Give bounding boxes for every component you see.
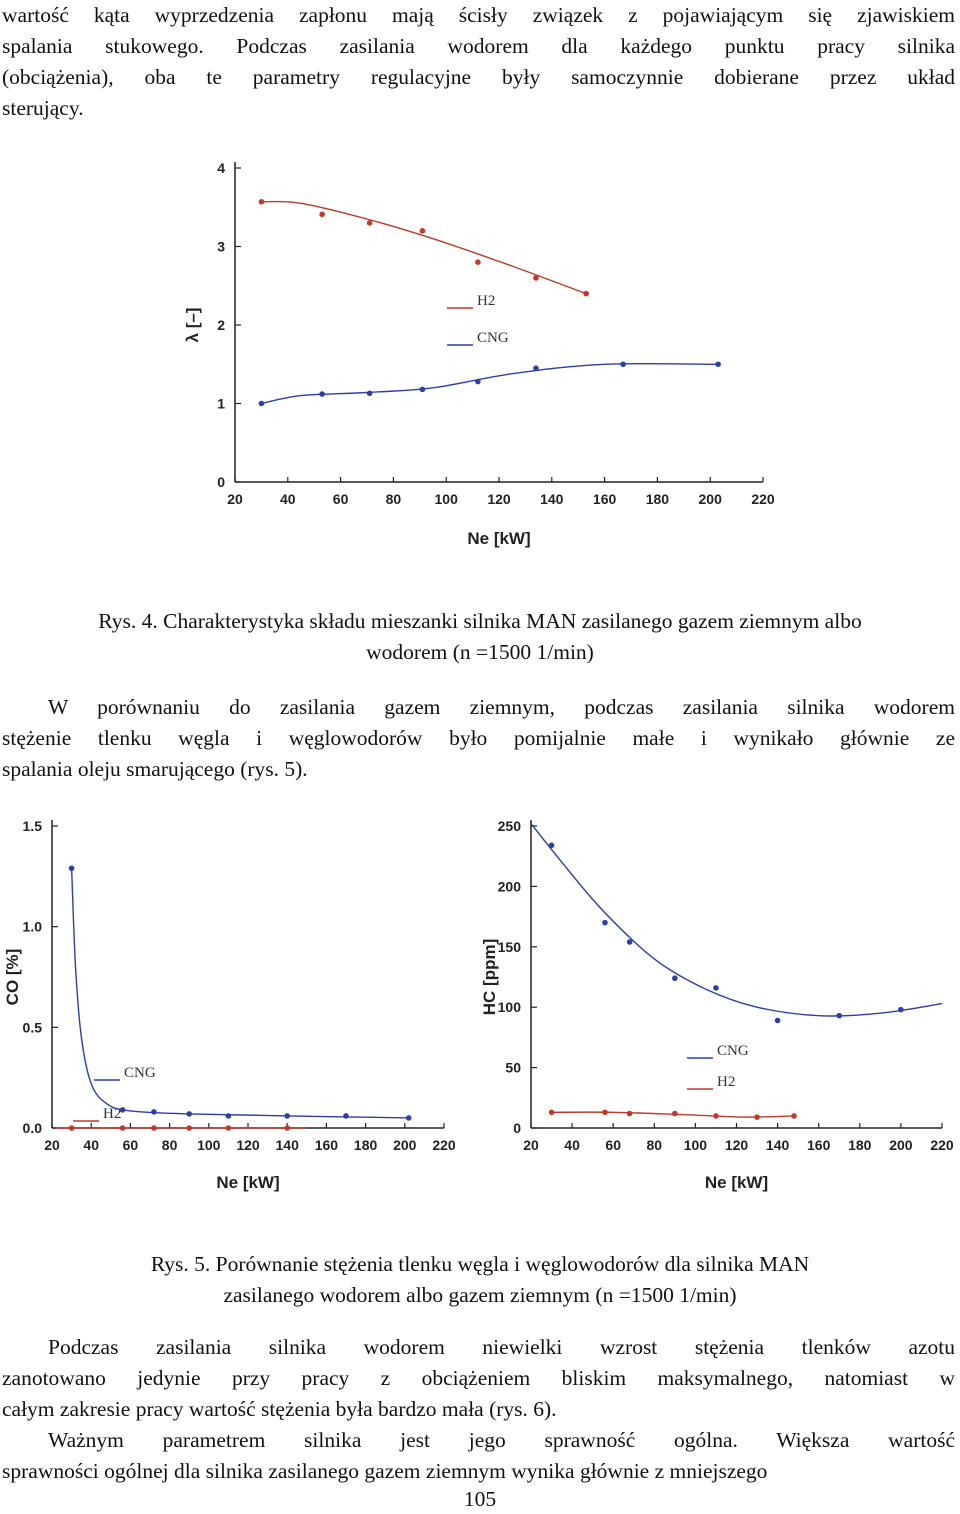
lambda-chart [170,150,790,560]
x-tick-label: 200 [698,491,722,507]
text-line: Ważnym parametrem silnika jest jego sprawność ogólna. Większa wartość [48,1428,955,1452]
y-tick-label: 0.0 [22,1120,42,1136]
data-point-h2 [627,1111,633,1117]
data-point-cng [775,1018,781,1024]
data-point-cng [420,387,426,393]
text-line: zanotowano jedynie przy pracy z obciążeniem bliskim maksymalnego, natomiast w [2,1366,955,1390]
data-point-cng [715,361,721,367]
data-point-cng [259,401,265,407]
y-tick-label: 2 [217,317,225,333]
intro-paragraph [2,0,955,124]
text-line: W porównaniu do zasilania gazem ziemnym, podczas zasilania silnika wodorem [48,695,955,719]
data-point-h2 [420,228,426,234]
data-point-cng [69,865,75,871]
series-line-cng [261,364,718,404]
data-point-h2 [549,1109,555,1115]
x-tick-label: 220 [751,491,775,507]
y-tick-label: 3 [217,238,225,255]
x-tick-label: 220 [930,1137,954,1153]
data-point-cng [475,379,481,385]
data-point-cng [367,390,373,396]
y-tick-label: 1.0 [22,918,42,935]
text-line: sprawności ogólnej dla silnika zasilanego gazem ziemnym wynika głównie z mniejszego [2,1459,768,1483]
legend-label-cng: CNG [717,1043,749,1059]
data-point-cng [620,361,626,367]
data-point-cng [602,920,608,926]
data-point-h2 [259,199,265,205]
y-tick-label: 100 [497,999,521,1016]
series-line-cng [531,824,942,1016]
x-tick-label: 120 [487,491,511,507]
caption-line: Rys. 5. Porównanie stężenia tlenku węgla i węglowodorów dla silnika MAN [150,1252,810,1276]
caption-line: zasilanego wodorem albo gazem ziemnym (n =1500 1/min) [223,1283,737,1307]
x-tick-label: 100 [197,1137,221,1153]
x-tick-label: 140 [275,1137,299,1153]
x-tick-label: 80 [385,491,402,507]
data-point-h2 [672,1111,678,1117]
y-tick-label: 200 [497,878,521,895]
x-tick-label: 160 [807,1137,831,1153]
x-tick-label: 40 [280,491,296,507]
y-tick-label: 0 [513,1120,521,1136]
x-tick-label: 140 [540,491,564,507]
data-point-cng [151,1109,157,1115]
data-point-cng [713,985,719,991]
x-tick-label: 180 [645,491,670,507]
caption-line: Rys. 4. Charakterystyka składu mieszanki silnika MAN zasilanego gazem ziemnym albo [98,609,862,633]
data-point-h2 [367,220,373,226]
y-tick-label: 250 [497,818,521,834]
x-tick-label: 200 [889,1137,913,1153]
x-tick-label: 20 [227,491,243,507]
data-point-h2 [186,1125,192,1131]
x-tick-label: 100 [683,1137,708,1153]
x-tick-label: 120 [724,1137,749,1153]
x-tick-label: 100 [434,491,458,507]
page-number: 105 [463,1487,497,1511]
legend-label-h2: H2 [103,1106,122,1122]
legend-label-cng: CNG [477,330,509,346]
text-line: wartość kąta wyprzedzenia zapłonu mają ścisły związek z pojawiającym się zjawiskiem [2,3,955,27]
x-tick-label: 200 [393,1137,417,1153]
hc-chart [475,810,955,1205]
x-tick-label: 20 [44,1137,60,1153]
text-line: Podczas zasilania silnika wodorem niewielki wzrost stężenia tlenków azotu [48,1335,955,1359]
data-point-h2 [226,1125,232,1131]
x-tick-label: 180 [848,1137,872,1153]
legend-label-h2: H2 [717,1074,736,1090]
y-tick-label: 1 [217,395,225,412]
text-line: spalania stukowego. Podczas zasilania wodorem dla każdego punktu pracy silnika [2,34,955,58]
y-tick-label: 150 [497,938,521,955]
y-axis-label: λ [–] [183,307,202,343]
data-point-cng [672,975,678,981]
data-point-cng [533,365,539,371]
text-line: całym zakresie pracy wartość stężenia była bardzo mała (rys. 6). [2,1397,557,1421]
x-tick-label: 40 [83,1137,99,1153]
co-chart [0,810,465,1205]
x-axis-label: Ne [kW] [704,1173,769,1192]
data-point-cng [343,1113,349,1119]
y-axis-label: HC [ppm] [480,938,499,1016]
text-line: sterujący. [2,96,84,120]
x-axis-label: Ne [kW] [467,529,531,548]
x-tick-label: 60 [122,1137,139,1153]
data-point-cng [186,1111,192,1117]
data-point-h2 [120,1125,126,1131]
data-point-cng [627,939,633,945]
paragraph-3 [2,1332,955,1487]
text-line: stężenie tlenku węgla i węglowodorów było pomijalnie małe i wynikało głównie ze [2,726,955,750]
x-tick-label: 80 [161,1137,178,1153]
x-tick-label: 120 [236,1137,260,1153]
data-point-h2 [69,1125,75,1131]
y-axis-label: CO [%] [3,948,22,1006]
data-point-cng [549,843,555,849]
y-tick-label: 0.5 [22,1019,42,1036]
x-axis-label: Ne [kW] [216,1173,280,1192]
data-point-h2 [791,1113,797,1119]
data-point-h2 [583,291,589,297]
paragraph-2 [2,692,955,785]
data-point-h2 [151,1125,157,1131]
x-tick-label: 160 [314,1137,339,1153]
x-tick-label: 60 [332,491,349,507]
data-point-cng [836,1013,842,1019]
data-point-h2 [284,1125,290,1131]
data-point-h2 [713,1113,719,1119]
data-point-h2 [475,259,481,265]
x-tick-label: 220 [432,1137,456,1153]
data-point-cng [226,1113,232,1119]
data-point-cng [898,1007,904,1013]
data-point-h2 [319,212,325,218]
data-point-h2 [754,1114,760,1120]
y-tick-label: 1.5 [22,818,42,834]
figure-4-caption [0,606,960,668]
series-line-cng [72,868,409,1118]
data-point-cng [319,391,325,397]
x-tick-label: 180 [353,1137,378,1153]
x-tick-label: 160 [592,491,617,507]
legend-label-cng: CNG [124,1065,156,1081]
text-line: spalania oleju smarującego (rys. 5). [2,757,308,781]
data-point-cng [284,1113,290,1119]
x-tick-label: 20 [523,1137,539,1153]
y-tick-label: 50 [505,1059,521,1076]
x-tick-label: 60 [605,1137,621,1153]
figure-5-caption [0,1249,960,1311]
text-line: (obciążenia), oba te parametry regulacyjne były samoczynnie dobierane przez układ [2,65,955,89]
data-point-cng [406,1115,412,1121]
x-tick-label: 80 [646,1137,663,1153]
y-tick-label: 4 [217,160,225,176]
x-tick-label: 140 [765,1137,790,1153]
x-tick-label: 40 [564,1137,580,1153]
data-point-h2 [533,275,539,281]
y-tick-label: 0 [217,474,225,490]
caption-line: wodorem (n =1500 1/min) [366,640,594,664]
data-point-h2 [602,1109,608,1115]
legend-label-h2: H2 [477,293,496,309]
